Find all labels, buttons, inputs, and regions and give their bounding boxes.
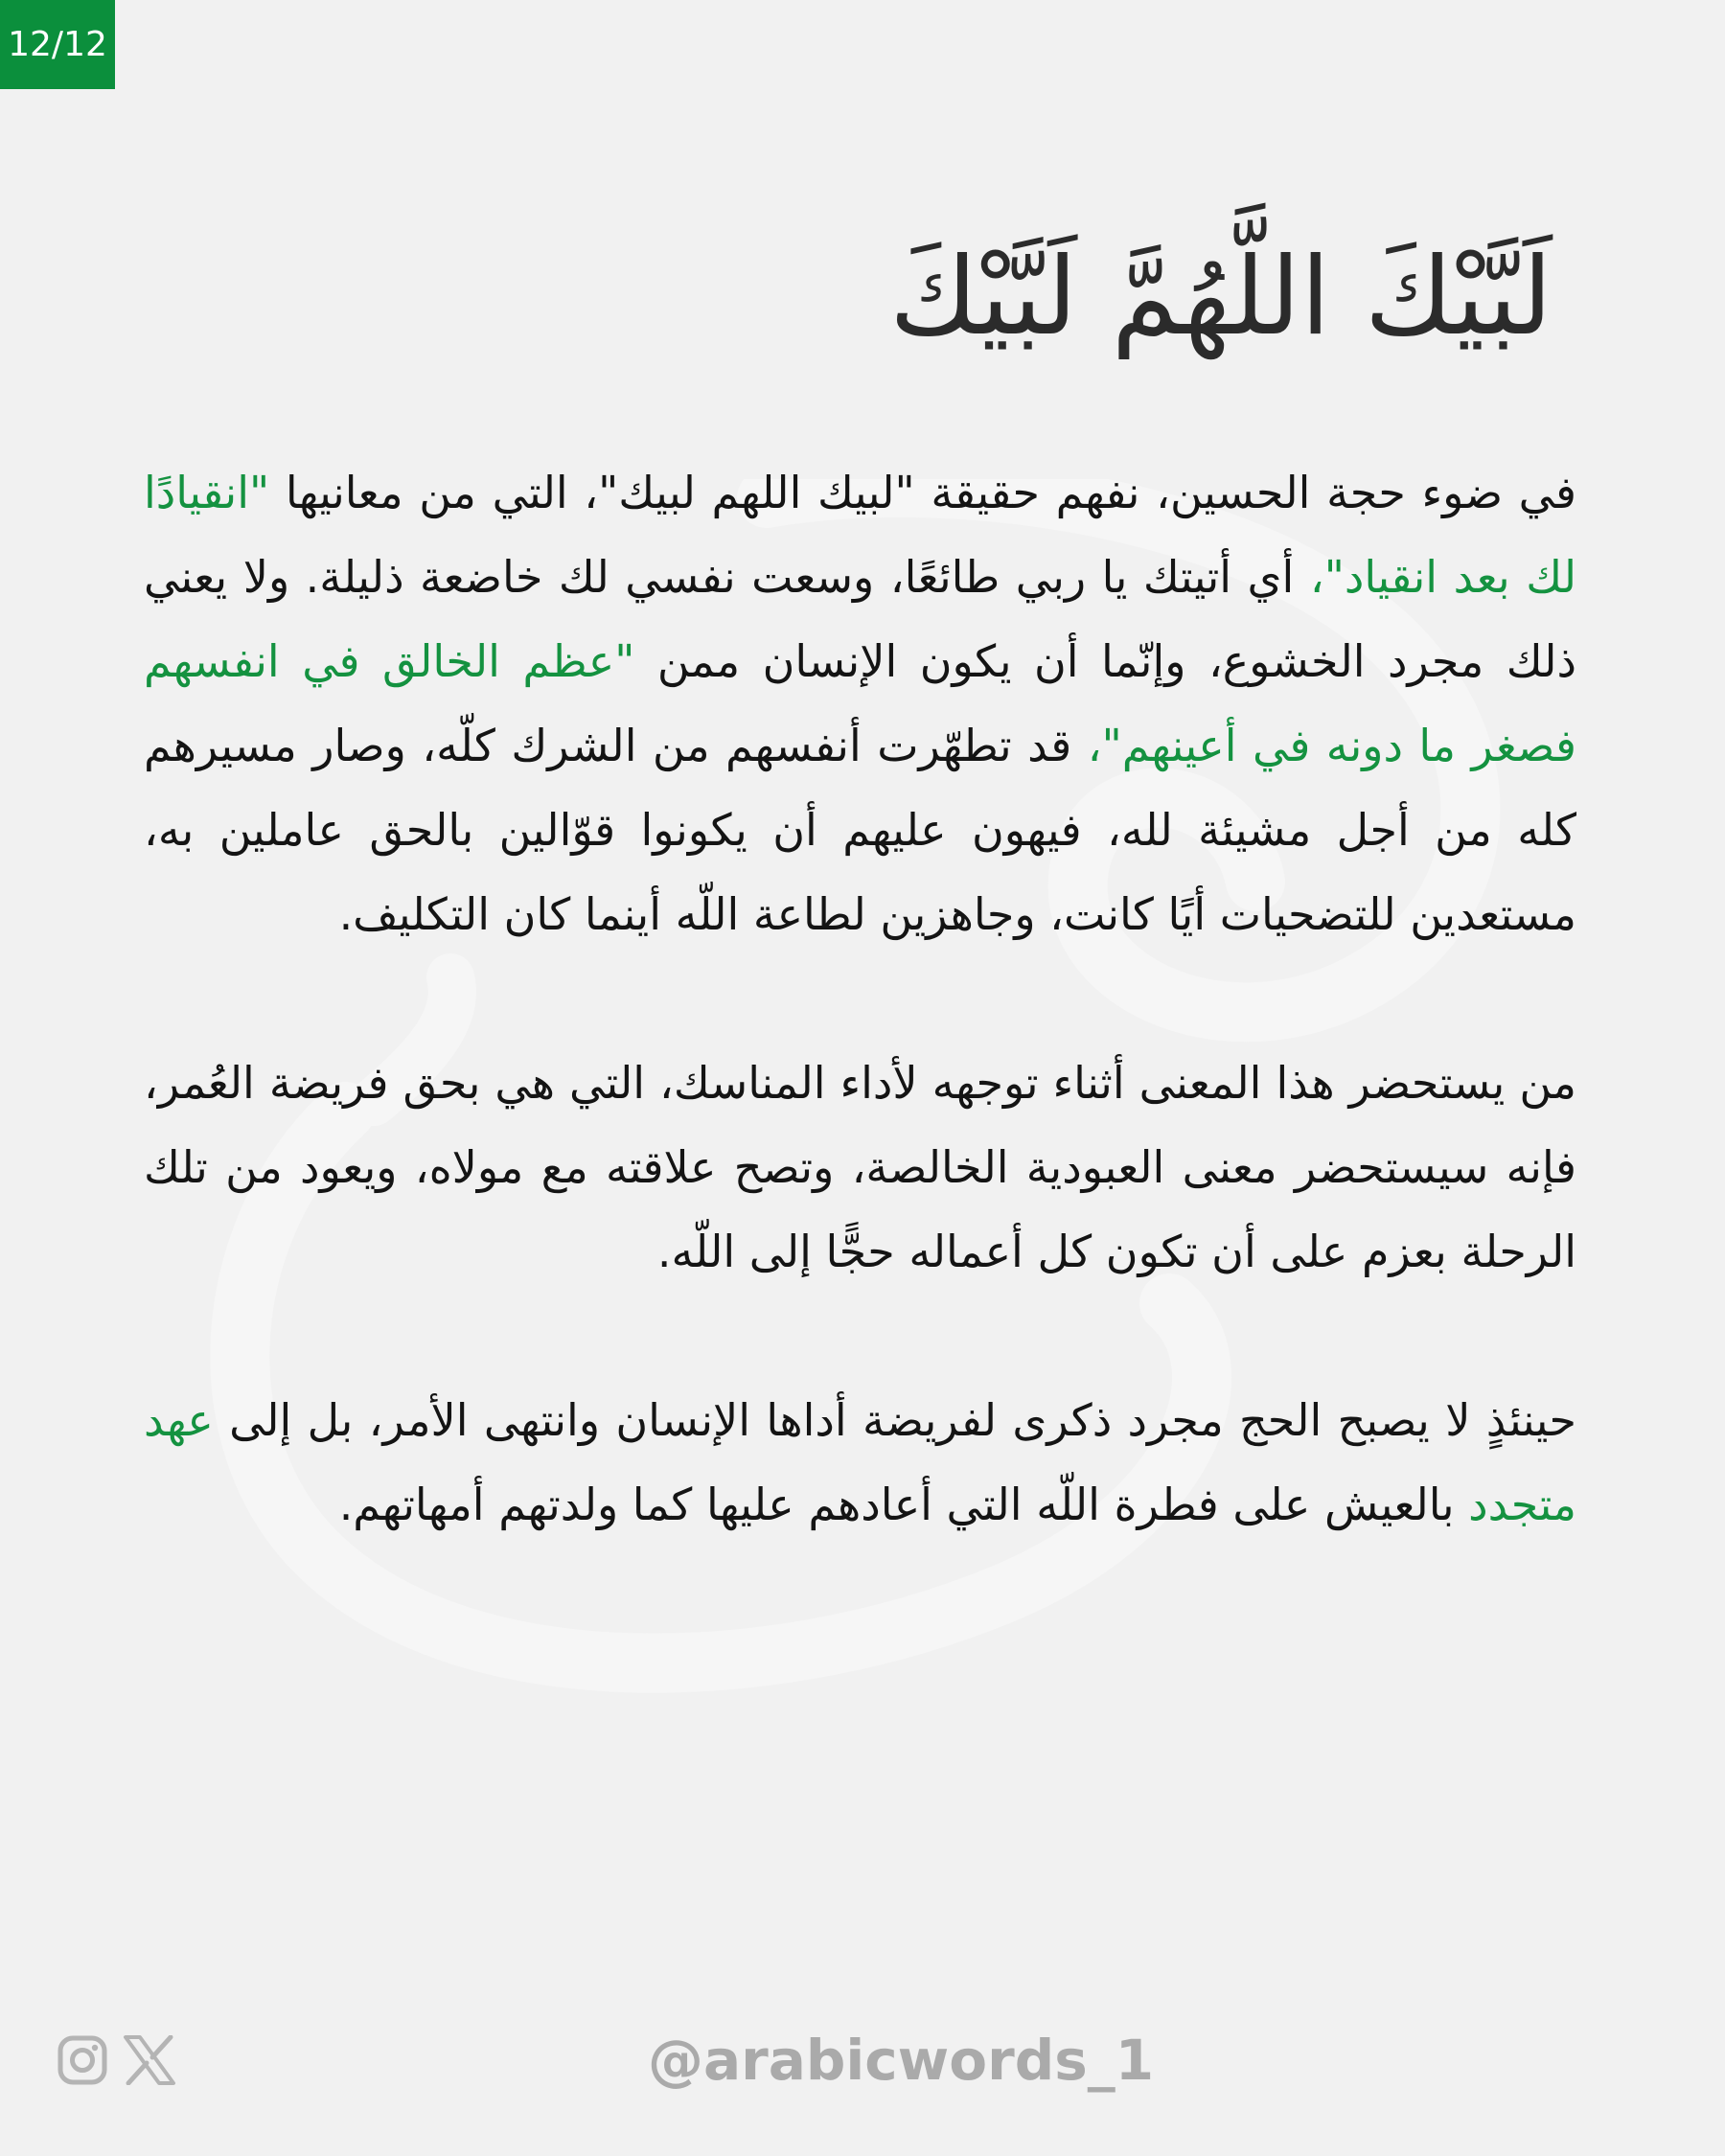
page-title: لَبَّيْكَ اللَّهُمَّ لَبَّيْكَ [889, 235, 1552, 359]
paragraph-2: من يستحضر هذا المعنى أثناء توجهه لأداء المناسك، التي هي بحق فريضة العُمر، فإنه سيستحضر معنى العبودية الخالصة، وتصح علاقته مع مولاه، ويعود من تلك الرحلة بعزم على أن تكون كل أعماله حجًّا إلى اللّه. [144, 1057, 1576, 1277]
social-handle: @arabicwords_1 [648, 2028, 1155, 2093]
x-icon[interactable] [123, 2035, 176, 2085]
highlight-inqiyad: "انقيادًا لك بعد انقياد"، [144, 467, 1577, 603]
paragraph-1 [144, 450, 1576, 956]
paragraph-1-text-c: قد تطهّرت أنفسهم من الشرك كلّه، وصار مسيرهم كله من أجل مشيئة لله، فيهون عليهم أن يكونوا قوّالين بالحق عاملين به، مستعدين للتضحيات أيًا كانت، وجاهزين لطاعة اللّه أينما كان التكليف. [144, 720, 1576, 940]
social-icons [58, 2031, 176, 2089]
paragraph-3 [144, 1378, 1576, 1547]
paragraph-1-text-a: في ضوء حجة الحسين، نفهم حقيقة "لبيك اللهم لبيك"، التي من معانيها [269, 467, 1576, 518]
page-indicator-badge: 12/12 [0, 0, 115, 89]
instagram-icon[interactable] [58, 2035, 107, 2085]
paragraph-1-text-b: أي أتيتك يا ربي طائعًا، وسعت نفسي لك خاضعة ذليلة. ولا يعني ذلك مجرد الخشوع، وإنّما أن يكون الإنسان ممن [144, 551, 1576, 687]
article-body [144, 450, 1576, 1631]
paragraph-3-text-a: حينئذٍ لا يصبح الحج مجرد ذكرى لفريضة أداها الإنسان وانتهى الأمر، بل إلى [213, 1394, 1576, 1446]
highlight-quote-khaliq: "عظم الخالق في انفسهم فصغر ما دونه في أعينهم"، [144, 635, 1576, 771]
paragraph-3-text-b: بالعيش على فطرة اللّه التي أعادهم عليها كما ولدتهم أمهاتهم. [338, 1479, 1469, 1530]
highlight-ahd-mutajaddid: عهد متجدد [144, 1394, 1576, 1530]
